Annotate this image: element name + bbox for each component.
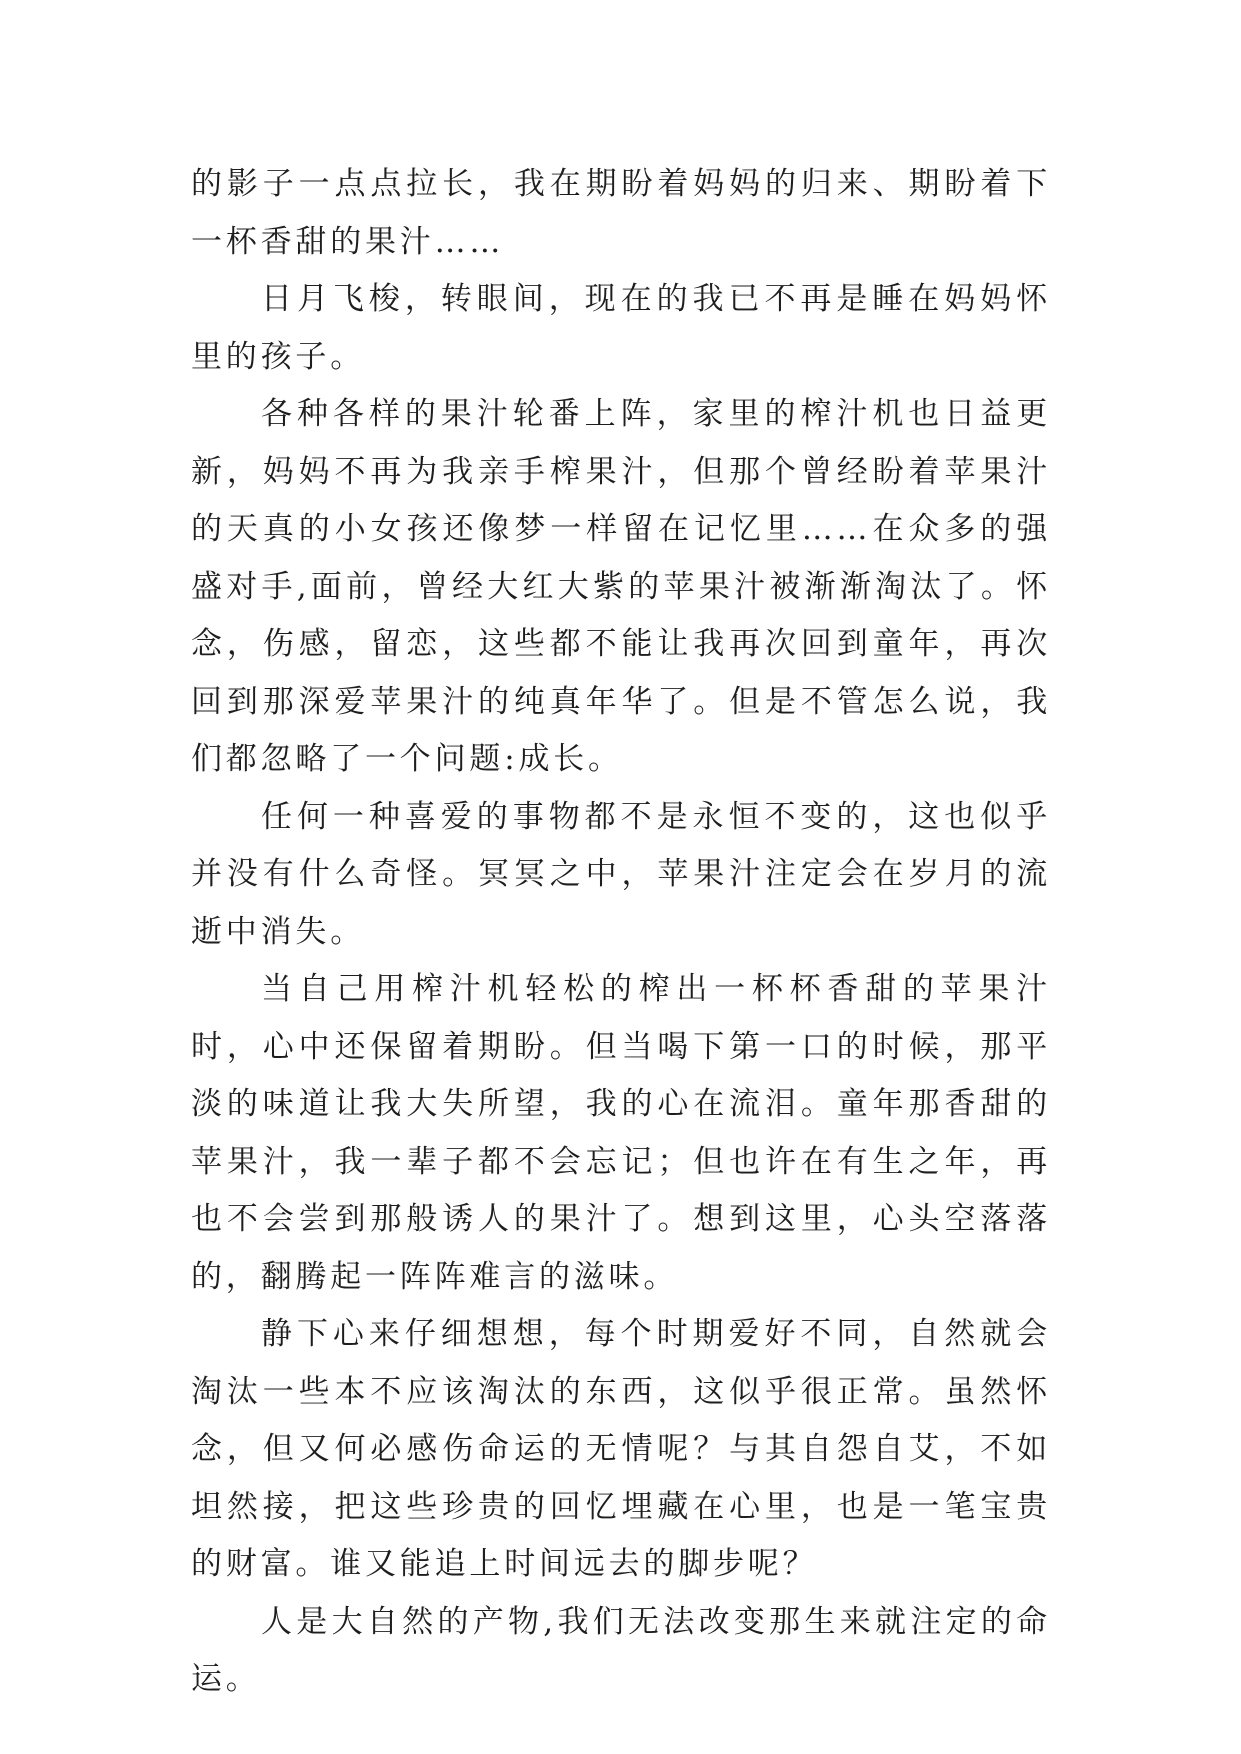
paragraph-juicer: 当自己用榨汁机轻松的榨出一杯杯香甜的苹果汁时，心中还保留着期盼。但当喝下第一口的时候，那平淡的味道让我大失所望，我的心在流泪。童年那香甜的苹果汁，我一辈子都不会忘记；但也许在有生之年，再也不会尝到那般诱人的果汁了。想到这里，心头空落落的，翻腾起一阵阵难言的滋味。 <box>191 971 1051 1295</box>
paragraph-continuation: 的影子一点点拉长，我在期盼着妈妈的归来、期盼着下一杯香甜的果汁…… <box>191 166 1051 260</box>
document-page <box>191 156 1051 1709</box>
paragraph-nothing-eternal: 任何一种喜爱的事物都不是永恒不变的，这也似乎并没有什么奇怪。冥冥之中，苹果汁注定会在岁月的流逝中消失。 <box>191 798 1051 950</box>
paragraph-nature: 人是大自然的产物,我们无法改变那生来就注定的命运。 <box>191 1603 1051 1697</box>
paragraph-reflection: 静下心来仔细想想，每个时期爱好不同，自然就会淘汰一些本不应该淘汰的东西，这似乎很正常。虽然怀念，但又何必感伤命运的无情呢？与其自怨自艾，不如坦然接，把这些珍贵的回忆埋藏在心里，也是一笔宝贵的财富。谁又能追上时间远去的脚步呢？ <box>191 1316 1051 1582</box>
paragraph-time-flies: 日月飞梭，转眼间，现在的我已不再是睡在妈妈怀里的孩子。 <box>191 281 1051 375</box>
paragraph-juices: 各种各样的果汁轮番上阵，家里的榨汁机也日益更新，妈妈不再为我亲手榨果汁，但那个曾经盼着苹果汁的天真的小女孩还像梦一样留在记忆里……在众多的强盛对手,面前，曾经大红大紫的苹果汁被渐渐淘汰了。怀念，伤感，留恋，这些都不能让我再次回到童年，再次回到那深爱苹果汁的纯真年华了。但是不管怎么说，我们都忽略了一个问题:成长。 <box>191 396 1051 777</box>
